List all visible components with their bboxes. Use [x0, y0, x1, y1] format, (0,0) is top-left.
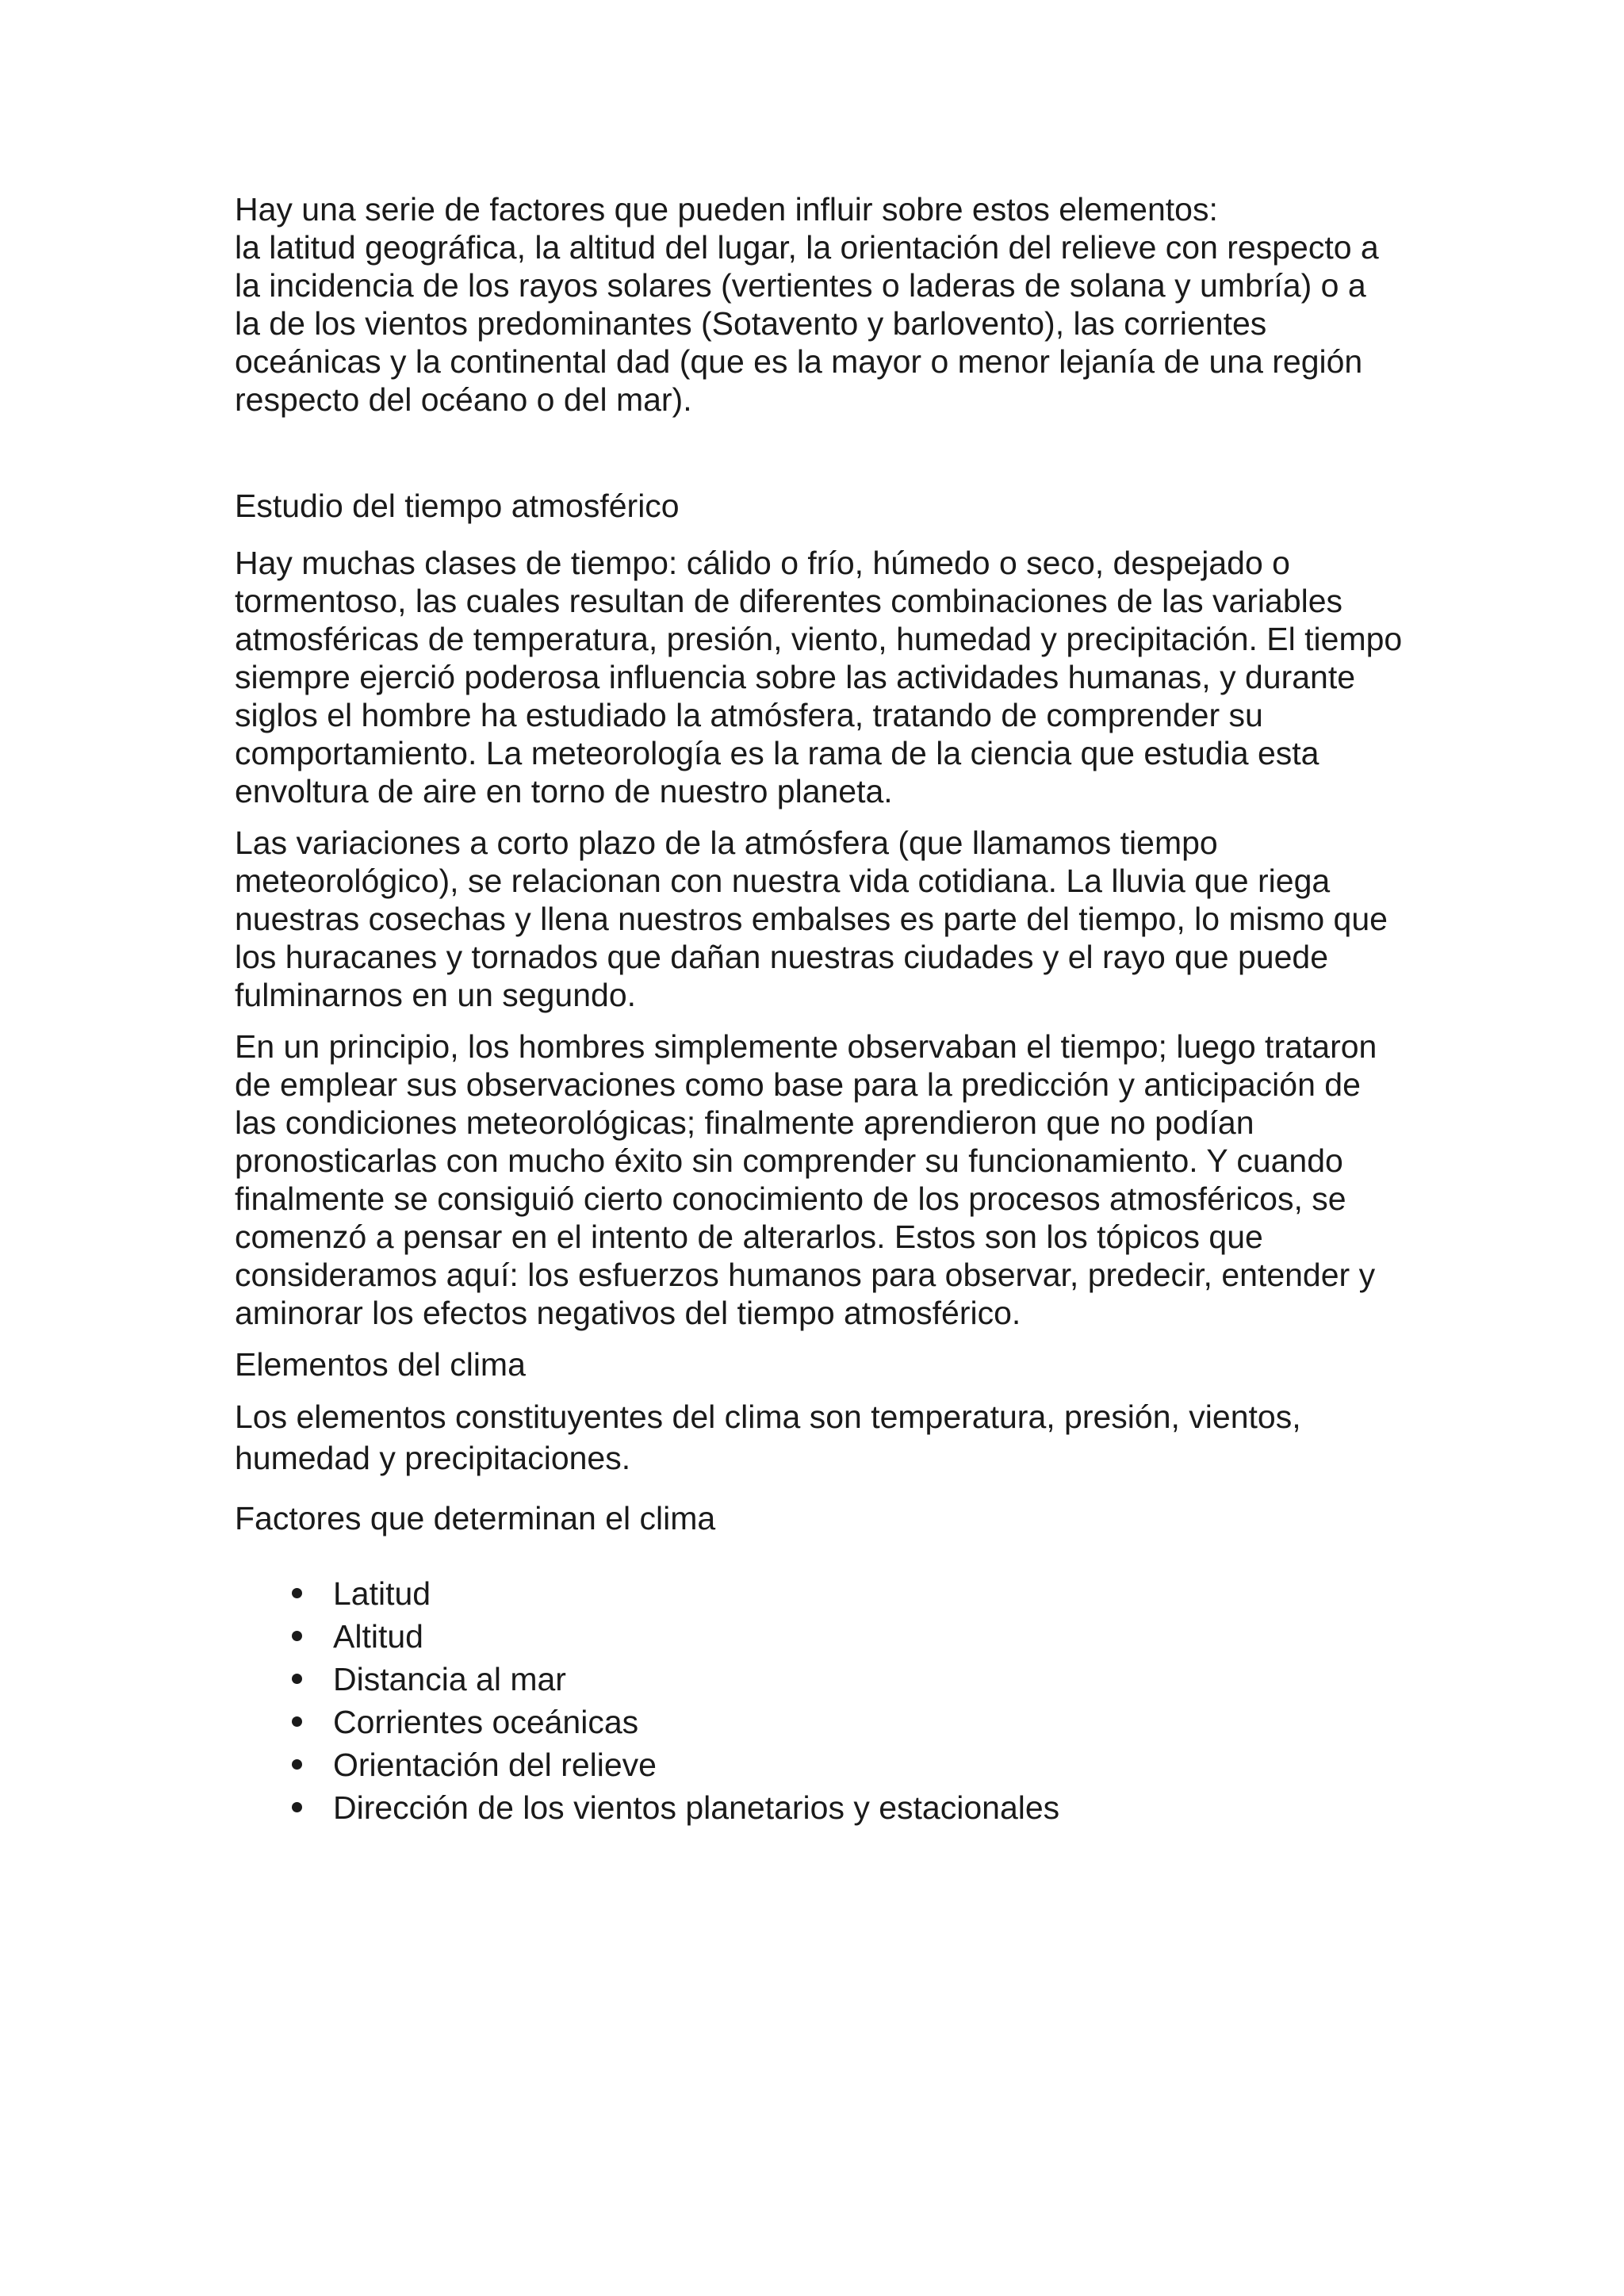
- paragraph-weather-variations: Las variaciones a corto plazo de la atmósfera (que llamamos tiempo meteorológico), se relacionan con nuestra vida cotidiana. La lluvia que riega nuestras cosechas y llena nuestros embalses es parte del tiempo, lo mismo que los huracanes y tornados que dañan nuestras ciudades y el rayo que puede fulminarnos en un segundo.: [235, 825, 1388, 1013]
- paragraph-climate-elements: Los elementos constituyentes del clima son temperatura, presión, vientos, humedad y precipitaciones.: [235, 1399, 1301, 1476]
- intro-line: la incidencia de los rayos solares (vertientes o laderas de solana y umbría) o a: [235, 267, 1366, 304]
- paragraph-weather-types: Hay muchas clases de tiempo: cálido o frío, húmedo o seco, despejado o tormentoso, las cuales resultan de diferentes combinaciones de las variables atmosféricas de temperatura, presión, viento, humedad y precipitación. El tiempo siempre ejerció poderosa influencia sobre las actividades humanas, y durante siglos el hombre ha estudiado la atmósfera, tratando de comprender su comportamiento. La meteorología es la rama de la ciencia que estudia esta envoltura de aire en torno de nuestro planeta.: [235, 545, 1403, 809]
- list-item-label: Latitud: [333, 1575, 431, 1612]
- intro-line: respecto del océano o del mar).: [235, 381, 692, 418]
- intro-line: la de los vientos predominantes (Sotavento y barlovento), las corrientes: [235, 305, 1267, 342]
- intro-line: Hay una serie de factores que pueden influir sobre estos elementos:: [235, 191, 1218, 228]
- list-item-label: Dirección de los vientos planetarios y estacionales: [333, 1789, 1060, 1826]
- document-body: [235, 190, 1408, 1829]
- list-item-label: Altitud: [333, 1618, 423, 1655]
- paragraph-weather-history: En un principio, los hombres simplemente observaban el tiempo; luego trataron de emplear sus observaciones como base para la predicción y anticipación de las condiciones meteorológicas; finalmente aprendieron que no podían pronosticarlas con mucho éxito sin comprender su funcionamiento. Y cuando finalmente se consiguió cierto conocimiento de los procesos atmosféricos, se comenzó a pensar en el intento de alterarlos. Estos son los tópicos que consideramos aquí: los esfuerzos humanos para observar, predecir, entender y aminorar los efectos negativos del tiempo atmosférico.: [235, 1028, 1377, 1331]
- list-item: [235, 1572, 1408, 1615]
- heading-weather-study: Estudio del tiempo atmosférico: [235, 488, 680, 524]
- list-item: [235, 1701, 1408, 1743]
- bullet-icon: [292, 1802, 302, 1812]
- intro-line: oceánicas y la continental dad (que es la mayor o menor lejanía de una región: [235, 343, 1363, 380]
- list-item: [235, 1615, 1408, 1658]
- heading-climate-factors: Factores que determinan el clima: [235, 1500, 716, 1536]
- bullet-icon: [292, 1674, 302, 1684]
- list-item-label: Orientación del relieve: [333, 1747, 657, 1783]
- list-item: [235, 1743, 1408, 1786]
- list-item-label: Corrientes oceánicas: [333, 1704, 639, 1740]
- bullet-icon: [292, 1716, 302, 1727]
- bullet-icon: [292, 1759, 302, 1770]
- list-item: [235, 1786, 1408, 1829]
- list-item-label: Distancia al mar: [333, 1661, 566, 1697]
- heading-climate-elements: Elementos del clima: [235, 1346, 526, 1383]
- intro-line: la latitud geográfica, la altitud del lugar, la orientación del relieve con respecto a: [235, 229, 1379, 266]
- bullet-icon: [292, 1631, 302, 1641]
- intro-paragraph: [235, 190, 1408, 419]
- climate-factors-list: [235, 1572, 1408, 1829]
- list-item: [235, 1658, 1408, 1701]
- bullet-icon: [292, 1588, 302, 1598]
